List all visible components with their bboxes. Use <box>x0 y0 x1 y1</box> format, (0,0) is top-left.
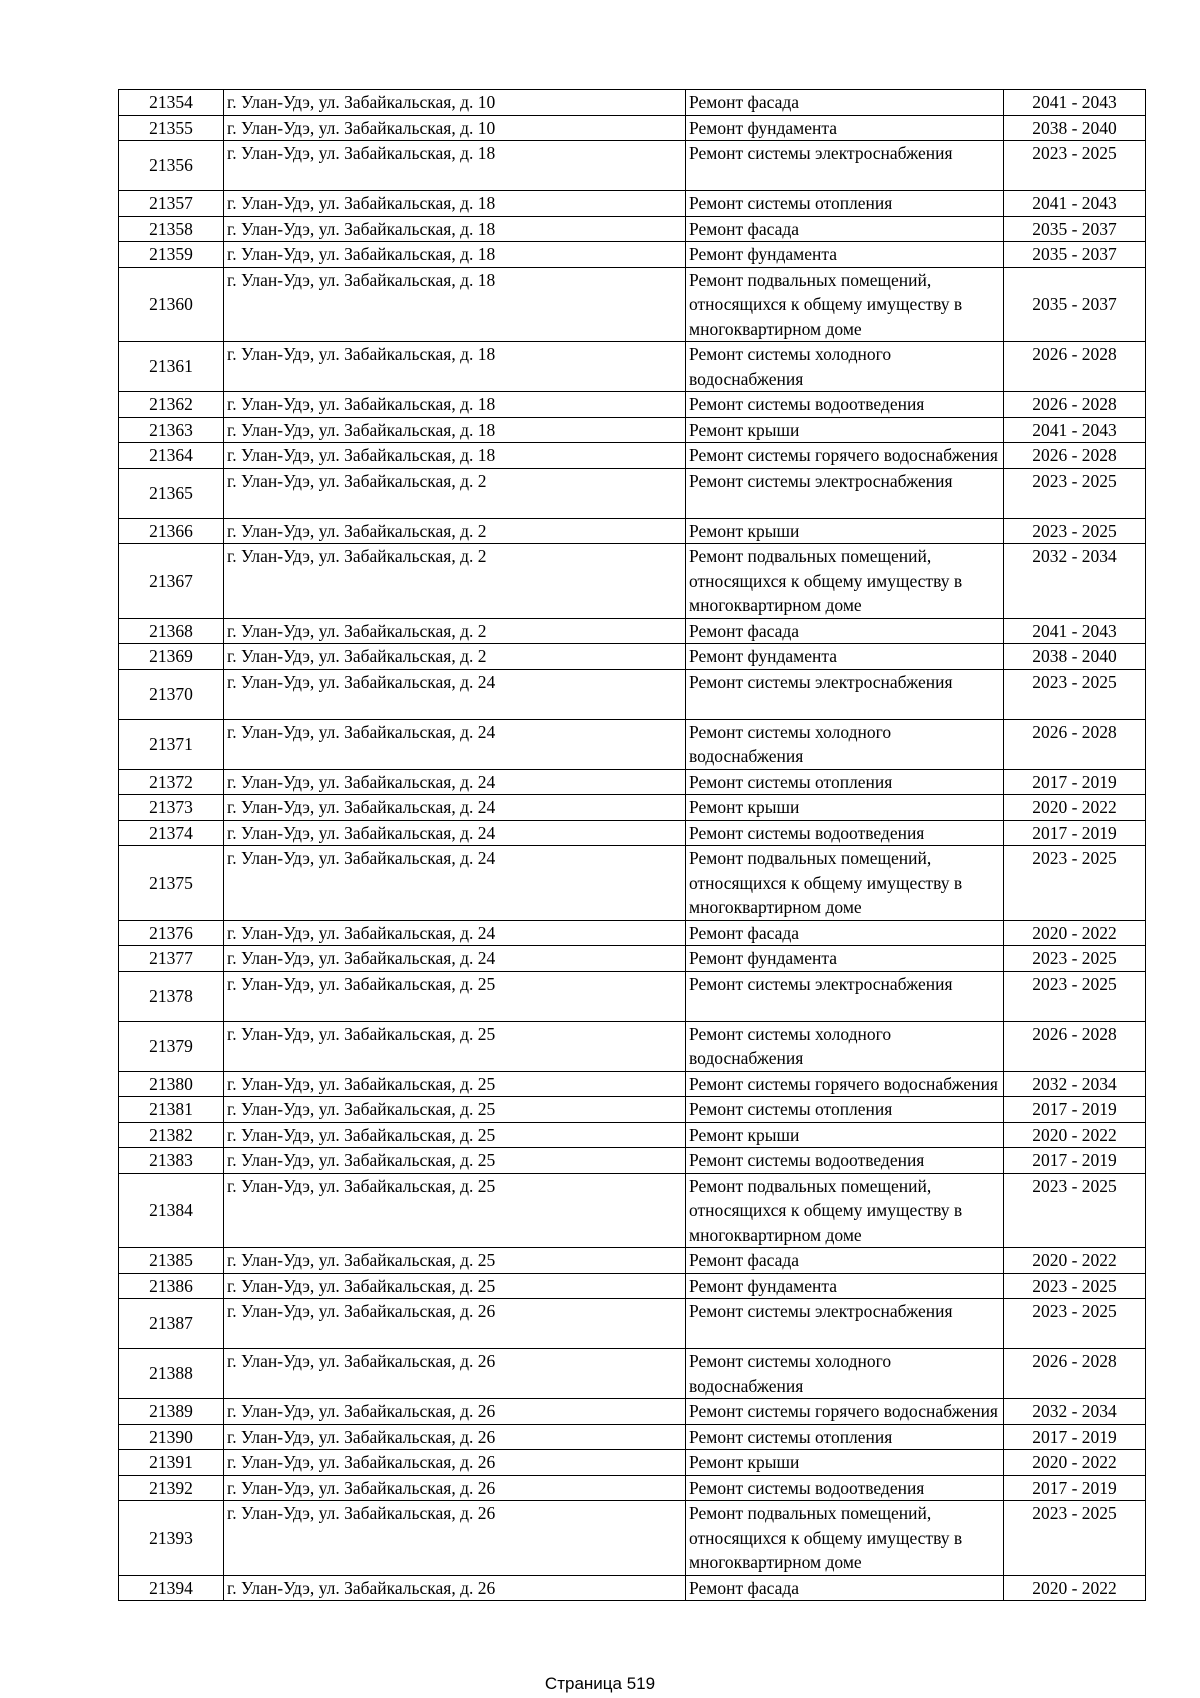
row-number: 21355 <box>119 115 224 141</box>
table-row <box>119 946 1146 972</box>
table-row <box>119 1273 1146 1299</box>
row-address: г. Улан-Удэ, ул. Забайкальская, д. 26 <box>224 1475 686 1501</box>
table-row <box>119 342 1146 392</box>
table-row <box>119 1299 1146 1349</box>
row-period: 2026 - 2028 <box>1004 342 1146 392</box>
row-address: г. Улан-Удэ, ул. Забайкальская, д. 26 <box>224 1501 686 1576</box>
row-address: г. Улан-Удэ, ул. Забайкальская, д. 26 <box>224 1450 686 1476</box>
row-number: 21383 <box>119 1148 224 1174</box>
row-work-type: Ремонт системы водоотведения <box>686 392 1004 418</box>
row-address: г. Улан-Удэ, ул. Забайкальская, д. 2 <box>224 544 686 619</box>
row-number: 21366 <box>119 518 224 544</box>
row-number: 21382 <box>119 1122 224 1148</box>
row-number: 21376 <box>119 920 224 946</box>
row-period: 2026 - 2028 <box>1004 392 1146 418</box>
row-period: 2035 - 2037 <box>1004 267 1146 342</box>
row-number: 21372 <box>119 769 224 795</box>
row-period: 2023 - 2025 <box>1004 518 1146 544</box>
row-period: 2023 - 2025 <box>1004 1173 1146 1248</box>
row-number: 21391 <box>119 1450 224 1476</box>
row-period: 2023 - 2025 <box>1004 669 1146 719</box>
row-address: г. Улан-Удэ, ул. Забайкальская, д. 10 <box>224 90 686 116</box>
table-row <box>119 1575 1146 1601</box>
table-row <box>119 820 1146 846</box>
row-number: 21387 <box>119 1299 224 1349</box>
row-work-type: Ремонт фундамента <box>686 644 1004 670</box>
table-row <box>119 468 1146 518</box>
row-address: г. Улан-Удэ, ул. Забайкальская, д. 2 <box>224 618 686 644</box>
row-number: 21390 <box>119 1424 224 1450</box>
row-work-type: Ремонт системы холодного водоснабжения <box>686 1021 1004 1071</box>
table-row <box>119 191 1146 217</box>
row-work-type: Ремонт фасада <box>686 920 1004 946</box>
row-work-type: Ремонт подвальных помещений, относящихся к общему имуществу в многоквартирном доме <box>686 1501 1004 1576</box>
row-work-type: Ремонт системы водоотведения <box>686 1475 1004 1501</box>
row-number: 21385 <box>119 1248 224 1274</box>
row-address: г. Улан-Удэ, ул. Забайкальская, д. 18 <box>224 141 686 191</box>
row-number: 21384 <box>119 1173 224 1248</box>
row-period: 2017 - 2019 <box>1004 1424 1146 1450</box>
row-work-type: Ремонт фундамента <box>686 1273 1004 1299</box>
row-period: 2023 - 2025 <box>1004 141 1146 191</box>
row-address: г. Улан-Удэ, ул. Забайкальская, д. 18 <box>224 191 686 217</box>
table-row <box>119 669 1146 719</box>
row-number: 21370 <box>119 669 224 719</box>
row-address: г. Улан-Удэ, ул. Забайкальская, д. 25 <box>224 1071 686 1097</box>
row-work-type: Ремонт фасада <box>686 1575 1004 1601</box>
row-work-type: Ремонт фундамента <box>686 242 1004 268</box>
row-address: г. Улан-Удэ, ул. Забайкальская, д. 18 <box>224 242 686 268</box>
table-row <box>119 267 1146 342</box>
table-row <box>119 1349 1146 1399</box>
table-row <box>119 1501 1146 1576</box>
row-number: 21367 <box>119 544 224 619</box>
row-work-type: Ремонт системы отопления <box>686 1097 1004 1123</box>
row-work-type: Ремонт фундамента <box>686 946 1004 972</box>
row-period: 2041 - 2043 <box>1004 90 1146 116</box>
row-address: г. Улан-Удэ, ул. Забайкальская, д. 18 <box>224 417 686 443</box>
row-work-type: Ремонт системы электроснабжения <box>686 141 1004 191</box>
row-period: 2023 - 2025 <box>1004 946 1146 972</box>
row-address: г. Улан-Удэ, ул. Забайкальская, д. 26 <box>224 1399 686 1425</box>
row-period: 2026 - 2028 <box>1004 443 1146 469</box>
row-work-type: Ремонт подвальных помещений, относящихся к общему имуществу в многоквартирном доме <box>686 1173 1004 1248</box>
row-number: 21371 <box>119 719 224 769</box>
row-period: 2020 - 2022 <box>1004 1450 1146 1476</box>
row-period: 2038 - 2040 <box>1004 115 1146 141</box>
row-period: 2026 - 2028 <box>1004 719 1146 769</box>
row-work-type: Ремонт системы холодного водоснабжения <box>686 342 1004 392</box>
row-address: г. Улан-Удэ, ул. Забайкальская, д. 24 <box>224 769 686 795</box>
row-address: г. Улан-Удэ, ул. Забайкальская, д. 10 <box>224 115 686 141</box>
row-work-type: Ремонт фасада <box>686 618 1004 644</box>
row-number: 21381 <box>119 1097 224 1123</box>
table-row <box>119 1122 1146 1148</box>
table-row <box>119 1097 1146 1123</box>
row-number: 21368 <box>119 618 224 644</box>
table-row <box>119 1021 1146 1071</box>
row-number: 21388 <box>119 1349 224 1399</box>
table-row <box>119 1173 1146 1248</box>
row-address: г. Улан-Удэ, ул. Забайкальская, д. 24 <box>224 920 686 946</box>
row-number: 21394 <box>119 1575 224 1601</box>
row-address: г. Улан-Удэ, ул. Забайкальская, д. 18 <box>224 392 686 418</box>
row-period: 2017 - 2019 <box>1004 1097 1146 1123</box>
row-number: 21365 <box>119 468 224 518</box>
row-period: 2023 - 2025 <box>1004 1501 1146 1576</box>
row-address: г. Улан-Удэ, ул. Забайкальская, д. 24 <box>224 795 686 821</box>
row-number: 21358 <box>119 216 224 242</box>
row-work-type: Ремонт крыши <box>686 1450 1004 1476</box>
row-work-type: Ремонт подвальных помещений, относящихся к общему имуществу в многоквартирном доме <box>686 267 1004 342</box>
table-row <box>119 1475 1146 1501</box>
table-row <box>119 216 1146 242</box>
row-number: 21362 <box>119 392 224 418</box>
row-address: г. Улан-Удэ, ул. Забайкальская, д. 25 <box>224 1122 686 1148</box>
row-period: 2041 - 2043 <box>1004 417 1146 443</box>
table-row <box>119 971 1146 1021</box>
row-number: 21389 <box>119 1399 224 1425</box>
table-row <box>119 417 1146 443</box>
row-address: г. Улан-Удэ, ул. Забайкальская, д. 26 <box>224 1349 686 1399</box>
row-period: 2017 - 2019 <box>1004 820 1146 846</box>
row-address: г. Улан-Удэ, ул. Забайкальская, д. 18 <box>224 216 686 242</box>
row-work-type: Ремонт фасада <box>686 216 1004 242</box>
row-period: 2023 - 2025 <box>1004 468 1146 518</box>
row-number: 21379 <box>119 1021 224 1071</box>
table-row <box>119 1071 1146 1097</box>
table-row <box>119 1148 1146 1174</box>
row-work-type: Ремонт крыши <box>686 795 1004 821</box>
row-number: 21392 <box>119 1475 224 1501</box>
row-address: г. Улан-Удэ, ул. Забайкальская, д. 26 <box>224 1575 686 1601</box>
row-work-type: Ремонт системы горячего водоснабжения <box>686 1071 1004 1097</box>
row-work-type: Ремонт системы водоотведения <box>686 1148 1004 1174</box>
row-number: 21363 <box>119 417 224 443</box>
row-address: г. Улан-Удэ, ул. Забайкальская, д. 24 <box>224 846 686 921</box>
row-address: г. Улан-Удэ, ул. Забайкальская, д. 24 <box>224 820 686 846</box>
row-work-type: Ремонт системы электроснабжения <box>686 1299 1004 1349</box>
table-row <box>119 719 1146 769</box>
row-period: 2020 - 2022 <box>1004 920 1146 946</box>
row-period: 2017 - 2019 <box>1004 1475 1146 1501</box>
row-address: г. Улан-Удэ, ул. Забайкальская, д. 26 <box>224 1424 686 1450</box>
table-row <box>119 1424 1146 1450</box>
row-address: г. Улан-Удэ, ул. Забайкальская, д. 25 <box>224 971 686 1021</box>
table-row <box>119 242 1146 268</box>
row-period: 2035 - 2037 <box>1004 216 1146 242</box>
row-number: 21361 <box>119 342 224 392</box>
row-address: г. Улан-Удэ, ул. Забайкальская, д. 25 <box>224 1021 686 1071</box>
row-number: 21364 <box>119 443 224 469</box>
row-address: г. Улан-Удэ, ул. Забайкальская, д. 26 <box>224 1299 686 1349</box>
row-work-type: Ремонт крыши <box>686 417 1004 443</box>
row-work-type: Ремонт системы электроснабжения <box>686 669 1004 719</box>
table-row <box>119 920 1146 946</box>
row-number: 21393 <box>119 1501 224 1576</box>
table-body <box>119 90 1146 1601</box>
row-address: г. Улан-Удэ, ул. Забайкальская, д. 25 <box>224 1173 686 1248</box>
table-row <box>119 846 1146 921</box>
row-work-type: Ремонт системы электроснабжения <box>686 468 1004 518</box>
row-number: 21375 <box>119 846 224 921</box>
row-work-type: Ремонт подвальных помещений, относящихся к общему имуществу в многоквартирном доме <box>686 544 1004 619</box>
table-row <box>119 769 1146 795</box>
row-number: 21373 <box>119 795 224 821</box>
table-row <box>119 141 1146 191</box>
row-period: 2023 - 2025 <box>1004 971 1146 1021</box>
row-number: 21360 <box>119 267 224 342</box>
row-address: г. Улан-Удэ, ул. Забайкальская, д. 24 <box>224 669 686 719</box>
row-address: г. Улан-Удэ, ул. Забайкальская, д. 18 <box>224 342 686 392</box>
row-address: г. Улан-Удэ, ул. Забайкальская, д. 18 <box>224 267 686 342</box>
row-period: 2023 - 2025 <box>1004 1273 1146 1299</box>
row-address: г. Улан-Удэ, ул. Забайкальская, д. 25 <box>224 1148 686 1174</box>
row-address: г. Улан-Удэ, ул. Забайкальская, д. 25 <box>224 1097 686 1123</box>
row-number: 21369 <box>119 644 224 670</box>
row-work-type: Ремонт подвальных помещений, относящихся к общему имуществу в многоквартирном доме <box>686 846 1004 921</box>
table-row <box>119 115 1146 141</box>
table-row <box>119 795 1146 821</box>
table-row <box>119 518 1146 544</box>
row-work-type: Ремонт фасада <box>686 90 1004 116</box>
row-number: 21386 <box>119 1273 224 1299</box>
table-row <box>119 1399 1146 1425</box>
table-row <box>119 443 1146 469</box>
table-row <box>119 544 1146 619</box>
row-work-type: Ремонт системы отопления <box>686 191 1004 217</box>
row-work-type: Ремонт системы горячего водоснабжения <box>686 1399 1004 1425</box>
row-work-type: Ремонт системы холодного водоснабжения <box>686 719 1004 769</box>
row-address: г. Улан-Удэ, ул. Забайкальская, д. 2 <box>224 518 686 544</box>
row-work-type: Ремонт крыши <box>686 518 1004 544</box>
row-period: 2032 - 2034 <box>1004 1399 1146 1425</box>
row-number: 21380 <box>119 1071 224 1097</box>
row-period: 2023 - 2025 <box>1004 846 1146 921</box>
row-period: 2032 - 2034 <box>1004 544 1146 619</box>
row-work-type: Ремонт системы отопления <box>686 769 1004 795</box>
row-period: 2020 - 2022 <box>1004 1122 1146 1148</box>
row-number: 21374 <box>119 820 224 846</box>
row-period: 2020 - 2022 <box>1004 795 1146 821</box>
row-number: 21356 <box>119 141 224 191</box>
row-work-type: Ремонт системы горячего водоснабжения <box>686 443 1004 469</box>
page-number: Страница 519 <box>544 1674 656 1693</box>
row-period: 2017 - 2019 <box>1004 769 1146 795</box>
row-number: 21359 <box>119 242 224 268</box>
row-number: 21377 <box>119 946 224 972</box>
row-number: 21378 <box>119 971 224 1021</box>
row-work-type: Ремонт системы электроснабжения <box>686 971 1004 1021</box>
table-row <box>119 618 1146 644</box>
row-period: 2023 - 2025 <box>1004 1299 1146 1349</box>
row-period: 2026 - 2028 <box>1004 1021 1146 1071</box>
table-row <box>119 1450 1146 1476</box>
row-address: г. Улан-Удэ, ул. Забайкальская, д. 25 <box>224 1248 686 1274</box>
row-work-type: Ремонт системы отопления <box>686 1424 1004 1450</box>
row-number: 21354 <box>119 90 224 116</box>
row-address: г. Улан-Удэ, ул. Забайкальская, д. 2 <box>224 468 686 518</box>
row-period: 2041 - 2043 <box>1004 191 1146 217</box>
row-address: г. Улан-Удэ, ул. Забайкальская, д. 24 <box>224 946 686 972</box>
row-work-type: Ремонт системы водоотведения <box>686 820 1004 846</box>
row-address: г. Улан-Удэ, ул. Забайкальская, д. 2 <box>224 644 686 670</box>
row-period: 2032 - 2034 <box>1004 1071 1146 1097</box>
row-work-type: Ремонт фасада <box>686 1248 1004 1274</box>
row-address: г. Улан-Удэ, ул. Забайкальская, д. 18 <box>224 443 686 469</box>
row-period: 2035 - 2037 <box>1004 242 1146 268</box>
row-work-type: Ремонт системы холодного водоснабжения <box>686 1349 1004 1399</box>
table-row <box>119 392 1146 418</box>
row-period: 2038 - 2040 <box>1004 644 1146 670</box>
row-period: 2041 - 2043 <box>1004 618 1146 644</box>
row-work-type: Ремонт фундамента <box>686 115 1004 141</box>
row-period: 2017 - 2019 <box>1004 1148 1146 1174</box>
row-period: 2026 - 2028 <box>1004 1349 1146 1399</box>
table-row <box>119 90 1146 116</box>
capital-repair-table <box>118 89 1146 1601</box>
row-address: г. Улан-Удэ, ул. Забайкальская, д. 24 <box>224 719 686 769</box>
table-row <box>119 1248 1146 1274</box>
row-number: 21357 <box>119 191 224 217</box>
row-period: 2020 - 2022 <box>1004 1248 1146 1274</box>
row-work-type: Ремонт крыши <box>686 1122 1004 1148</box>
table-row <box>119 644 1146 670</box>
row-period: 2020 - 2022 <box>1004 1575 1146 1601</box>
row-address: г. Улан-Удэ, ул. Забайкальская, д. 25 <box>224 1273 686 1299</box>
